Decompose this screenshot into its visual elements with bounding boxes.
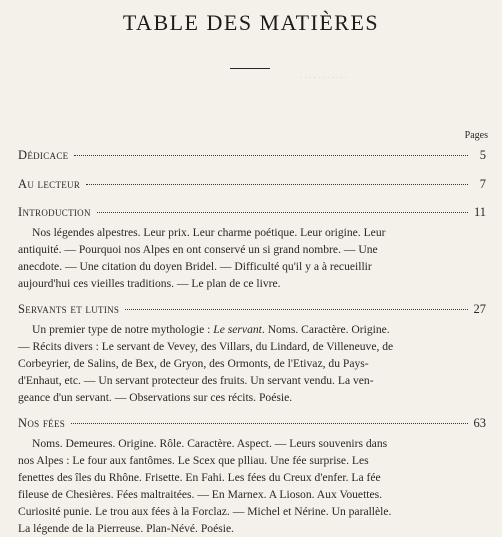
summary-line: geance d'un servant. — Observations sur ces récits. Poésie. bbox=[18, 391, 293, 404]
leader-dots bbox=[71, 423, 467, 424]
summary-line: nos Alpes : Le four aux fantômes. Le Scex que plliau. Une fée surprise. Les bbox=[18, 454, 369, 467]
leader-dots bbox=[125, 309, 467, 310]
toc-entry-dedicace[interactable] bbox=[18, 148, 486, 163]
summary-line: fenettes des îles du Rhône. Frisette. En Fahi. Les fées du Creux d'enfer. La fée bbox=[18, 471, 381, 484]
leader-dots bbox=[97, 212, 468, 213]
page-number: 63 bbox=[473, 416, 486, 430]
summary-line: fileuse de Chesières. Fées maltraitées. — En Marnex. A Lioson. Aux Vouettes. bbox=[18, 488, 383, 501]
leader-dots bbox=[86, 184, 468, 185]
page-number: 7 bbox=[479, 177, 486, 191]
entry-summary bbox=[18, 224, 486, 292]
summary-line: Nos légendes alpestres. Leur prix. Leur charme poétique. Leur origine. Leur bbox=[32, 226, 386, 239]
summary-line: Curiosité punie. Le trou aux fées à la Forclaz. — Michel et Nérine. Un parallèle. bbox=[18, 505, 392, 518]
entry-label: Introduction bbox=[18, 205, 91, 219]
summary-line: antiquité. — Pourquoi nos Alpes en ont conservé un si grand nombre. — Une bbox=[18, 243, 378, 256]
summary-line: — Récits divers : Le servant de Vevey, des Villars, du Lindard, de Villeneuve, de bbox=[18, 340, 394, 353]
toc-entry-introduction[interactable] bbox=[18, 205, 486, 292]
pages-column-header: Pages bbox=[464, 130, 488, 141]
toc-entry-servants-et-lutins[interactable] bbox=[18, 302, 486, 406]
toc-entry-nos-fees[interactable] bbox=[18, 416, 486, 537]
bleed-through-text: . . . . . . . . . . . bbox=[300, 70, 348, 80]
page-title: TABLE DES MATIÈRES bbox=[122, 10, 380, 35]
entry-label: Servants et lutins bbox=[18, 302, 120, 316]
summary-line: d'Enhaut, etc. — Un servant protecteur des fruits. Un servant vendu. La ven- bbox=[18, 374, 374, 387]
entry-summary bbox=[18, 435, 486, 537]
entry-label: Au lecteur bbox=[18, 177, 81, 191]
summary-line: La légende de la Pierreuse. Plan-Névé. Poésie. bbox=[18, 522, 235, 535]
page-number: 11 bbox=[473, 205, 486, 219]
summary-line: anecdote. — Une citation du doyen Bridel. — Difficulté qu'il y a à recueillir bbox=[18, 260, 372, 273]
leader-dots bbox=[74, 155, 468, 156]
summary-line: Corbeyrier, de Salins, de Bex, de Gryon, des Ormonts, de l'Etivaz, du Pays- bbox=[18, 357, 369, 370]
summary-emphasis: Le servant bbox=[213, 323, 262, 336]
summary-line: Noms. Demeures. Origine. Rôle. Caractère. Aspect. — Leurs souvenirs dans bbox=[32, 437, 388, 450]
entry-label: Dédicace bbox=[18, 148, 69, 162]
entry-label: Nos fées bbox=[18, 416, 66, 430]
page-number: 5 bbox=[479, 148, 486, 162]
page-number: 27 bbox=[473, 302, 486, 316]
title-rule bbox=[230, 68, 270, 69]
summary-line: aujourd'hui ces vieilles traditions. — Le plan de ce livre. bbox=[18, 277, 281, 290]
entry-summary bbox=[18, 321, 486, 406]
summary-line: Un premier type de notre mythologie : Le servant. Noms. Caractère. Origine. bbox=[32, 323, 390, 336]
toc-entry-au-lecteur[interactable] bbox=[18, 177, 486, 192]
